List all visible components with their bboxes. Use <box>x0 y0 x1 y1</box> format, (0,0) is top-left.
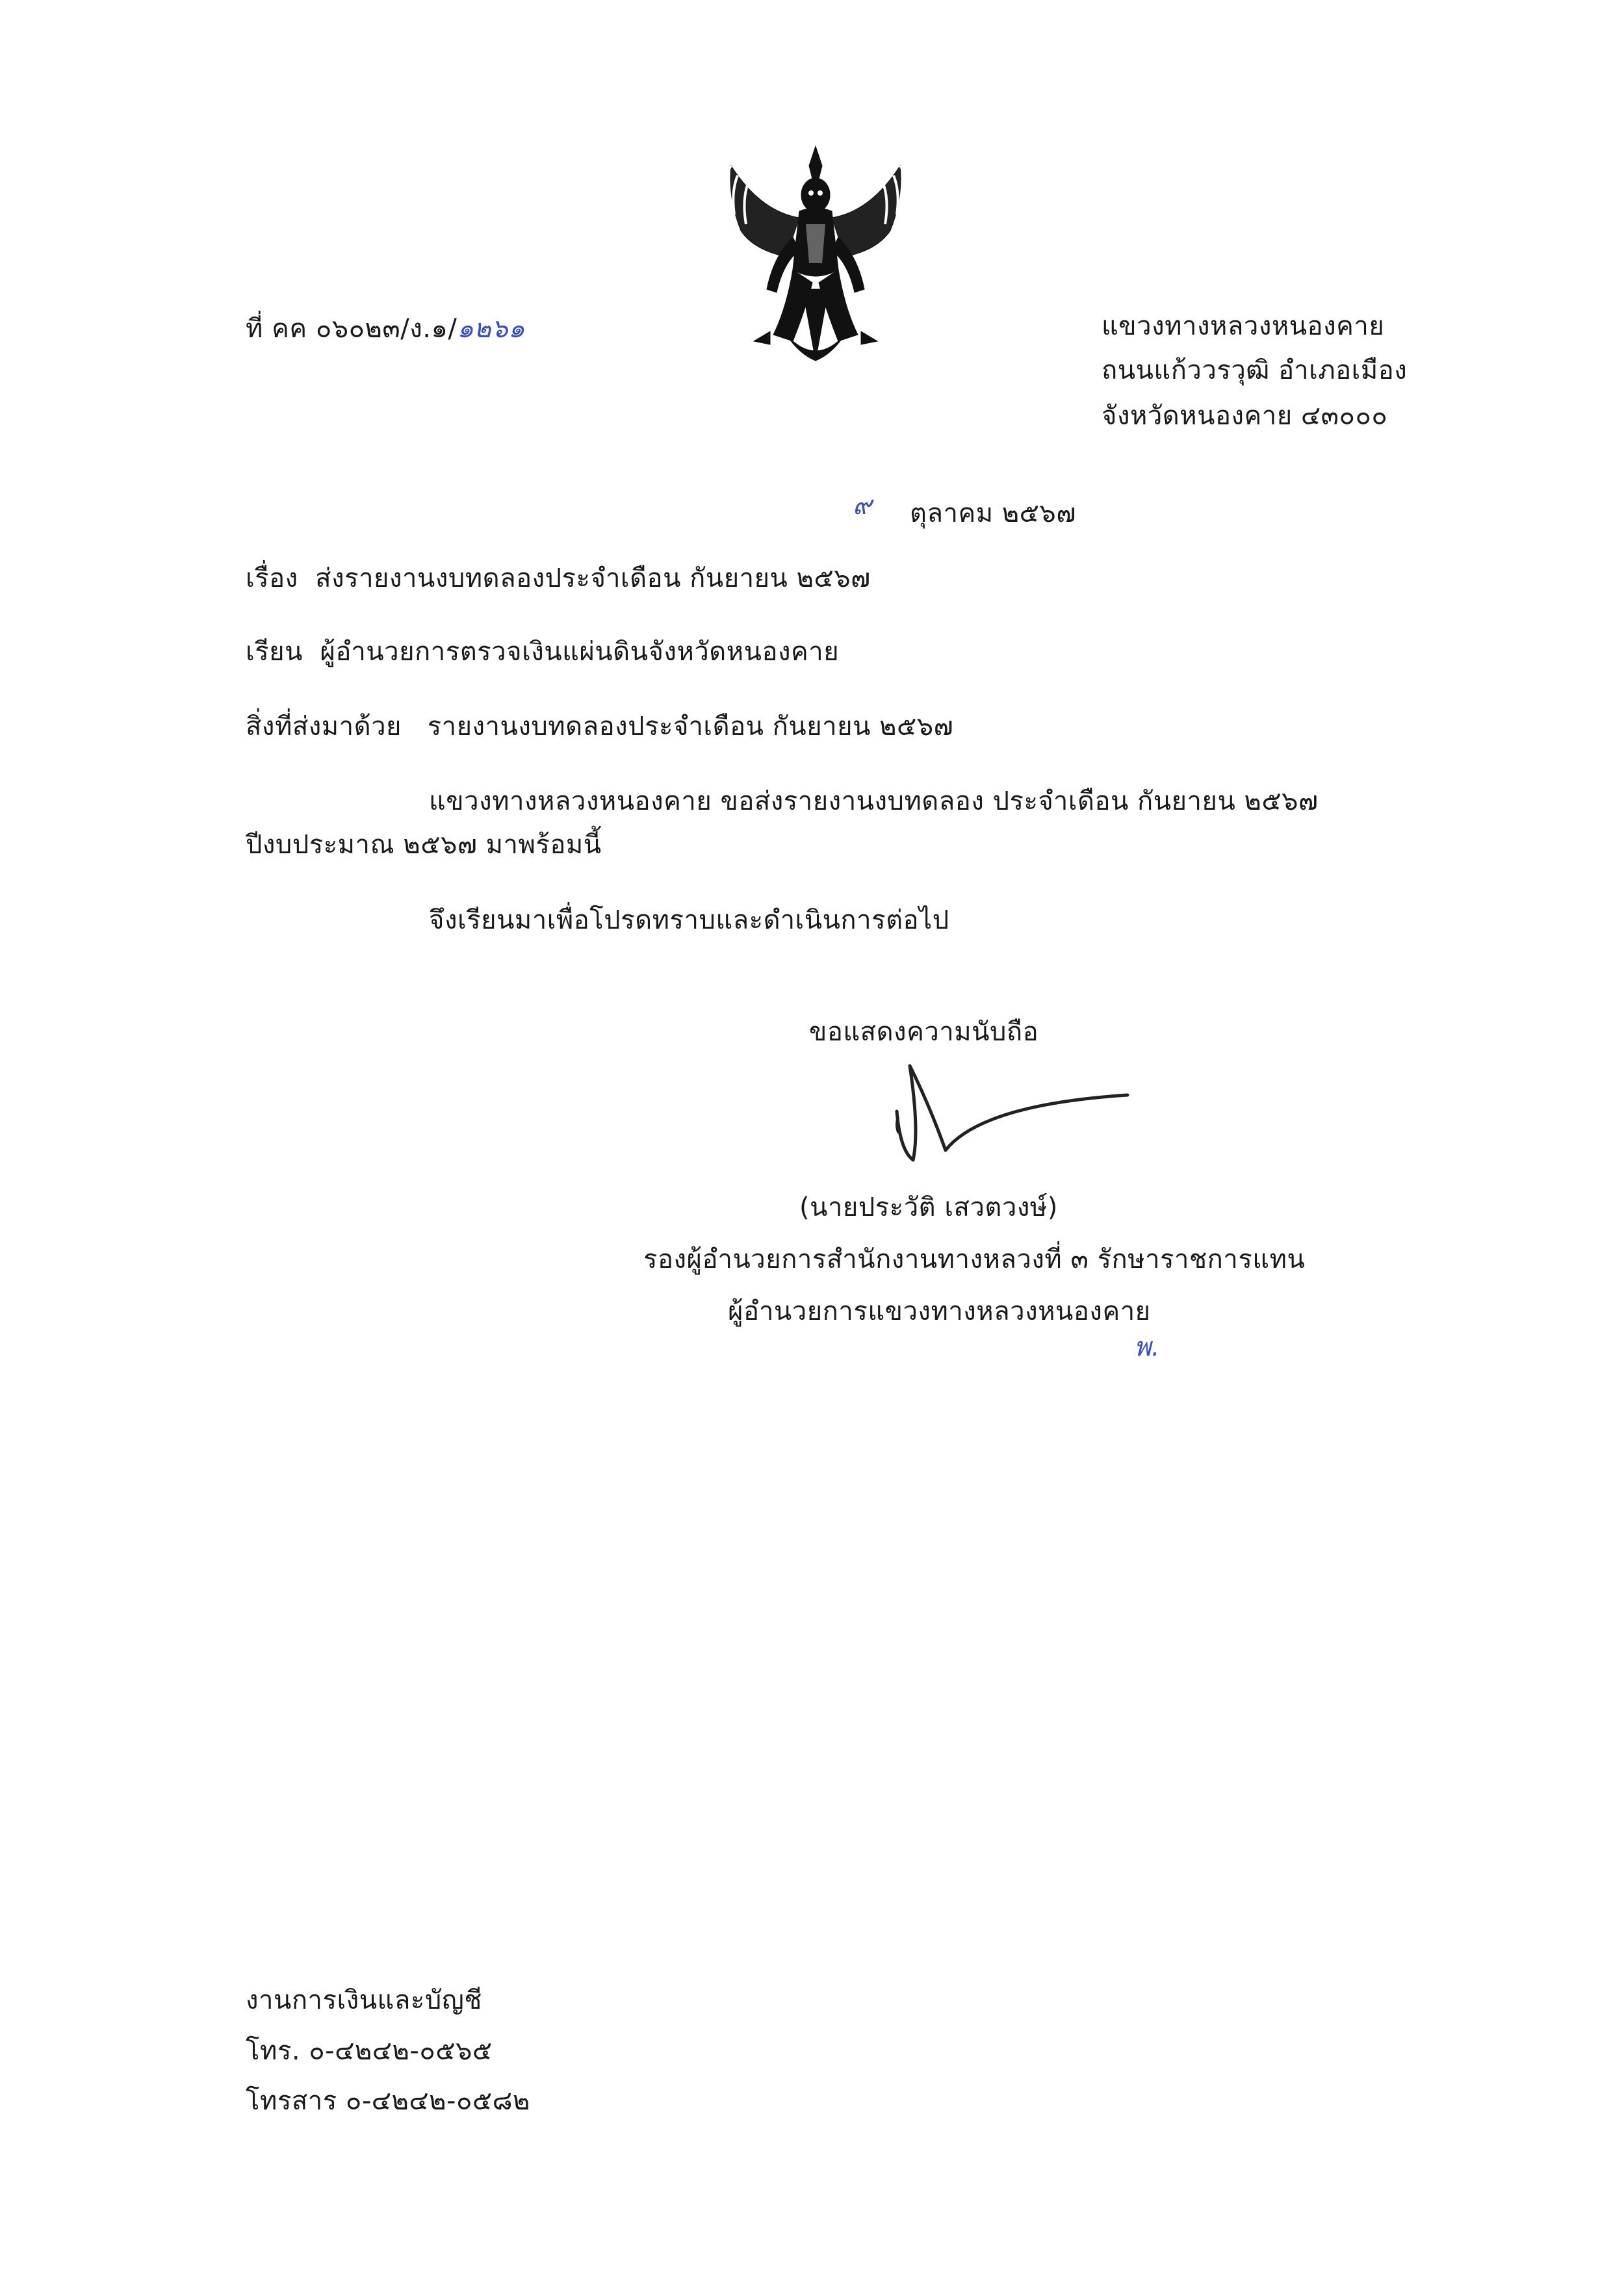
footer-fax: โทรสาร ๐-๔๒๔๒-๐๕๘๒ <box>246 2086 530 2116</box>
signer-position-line2: ผู้อำนวยการแขวงทางหลวงหนองคาย <box>728 1296 1151 1326</box>
signer-position-line1: รองผู้อำนวยการสำนักงานทางหลวงที่ ๓ รักษาราชการแทน <box>643 1245 1306 1274</box>
recipient-text: ผู้อำนวยการตรวจเงินแผ่นดินจังหวัดหนองคาย <box>320 637 840 667</box>
salutation: ขอแสดงความนับถือ <box>809 1017 1039 1047</box>
footer-phone: โทร. ๐-๔๒๔๒-๐๕๖๕ <box>246 2036 493 2066</box>
garuda-emblem <box>708 140 923 374</box>
body-paragraph-line2: ปีงบประมาณ ๒๕๖๗ มาพร้อมนี้ <box>246 830 602 860</box>
office-name: แขวงทางหลวงหนองคาย <box>1102 311 1385 341</box>
office-street: ถนนแก้ววรวุฒิ อำเภอเมือง <box>1102 355 1408 385</box>
reference-prefix: ที่ คค ๐๖๐๒๓/ง.๑/ <box>246 314 458 344</box>
enclosure-text: รายงานงบทดลองประจำเดือน กันยายน ๒๕๖๗ <box>427 712 954 742</box>
enclosure-line <box>246 708 953 745</box>
office-province: จังหวัดหนองคาย ๔๓๐๐๐ <box>1102 401 1388 431</box>
date-day-handwritten: ๙ <box>853 491 872 521</box>
date-month-year: ตุลาคม ๒๕๖๗ <box>910 498 1076 528</box>
handwritten-signature <box>884 1053 1131 1163</box>
enclosure-label: สิ่งที่ส่งมาด้วย <box>246 712 402 742</box>
footer-department: งานการเงินและบัญชี <box>246 1985 482 2015</box>
handwritten-initial: พ. <box>1134 1332 1161 1362</box>
body-paragraph-line1: แขวงทางหลวงหนองคาย ขอส่งรายงานงบทดลอง ประจำเดือน กันยายน ๒๕๖๗ <box>429 786 1319 816</box>
reference-number <box>246 311 525 347</box>
closing-request: จึงเรียนมาเพื่อโปรดทราบและดำเนินการต่อไป <box>429 905 949 935</box>
reference-handwritten-number: ๑๒๖๑ <box>457 314 525 344</box>
recipient-label: เรียน <box>246 637 303 667</box>
recipient-line <box>246 634 839 670</box>
signer-name: (นายประวัติ เสวตวงษ์) <box>799 1193 1058 1222</box>
subject-text: ส่งรายงานงบทดลองประจำเดือน กันยายน ๒๕๖๗ <box>315 563 871 593</box>
subject-label: เรื่อง <box>246 563 298 593</box>
subject-line <box>246 560 871 597</box>
